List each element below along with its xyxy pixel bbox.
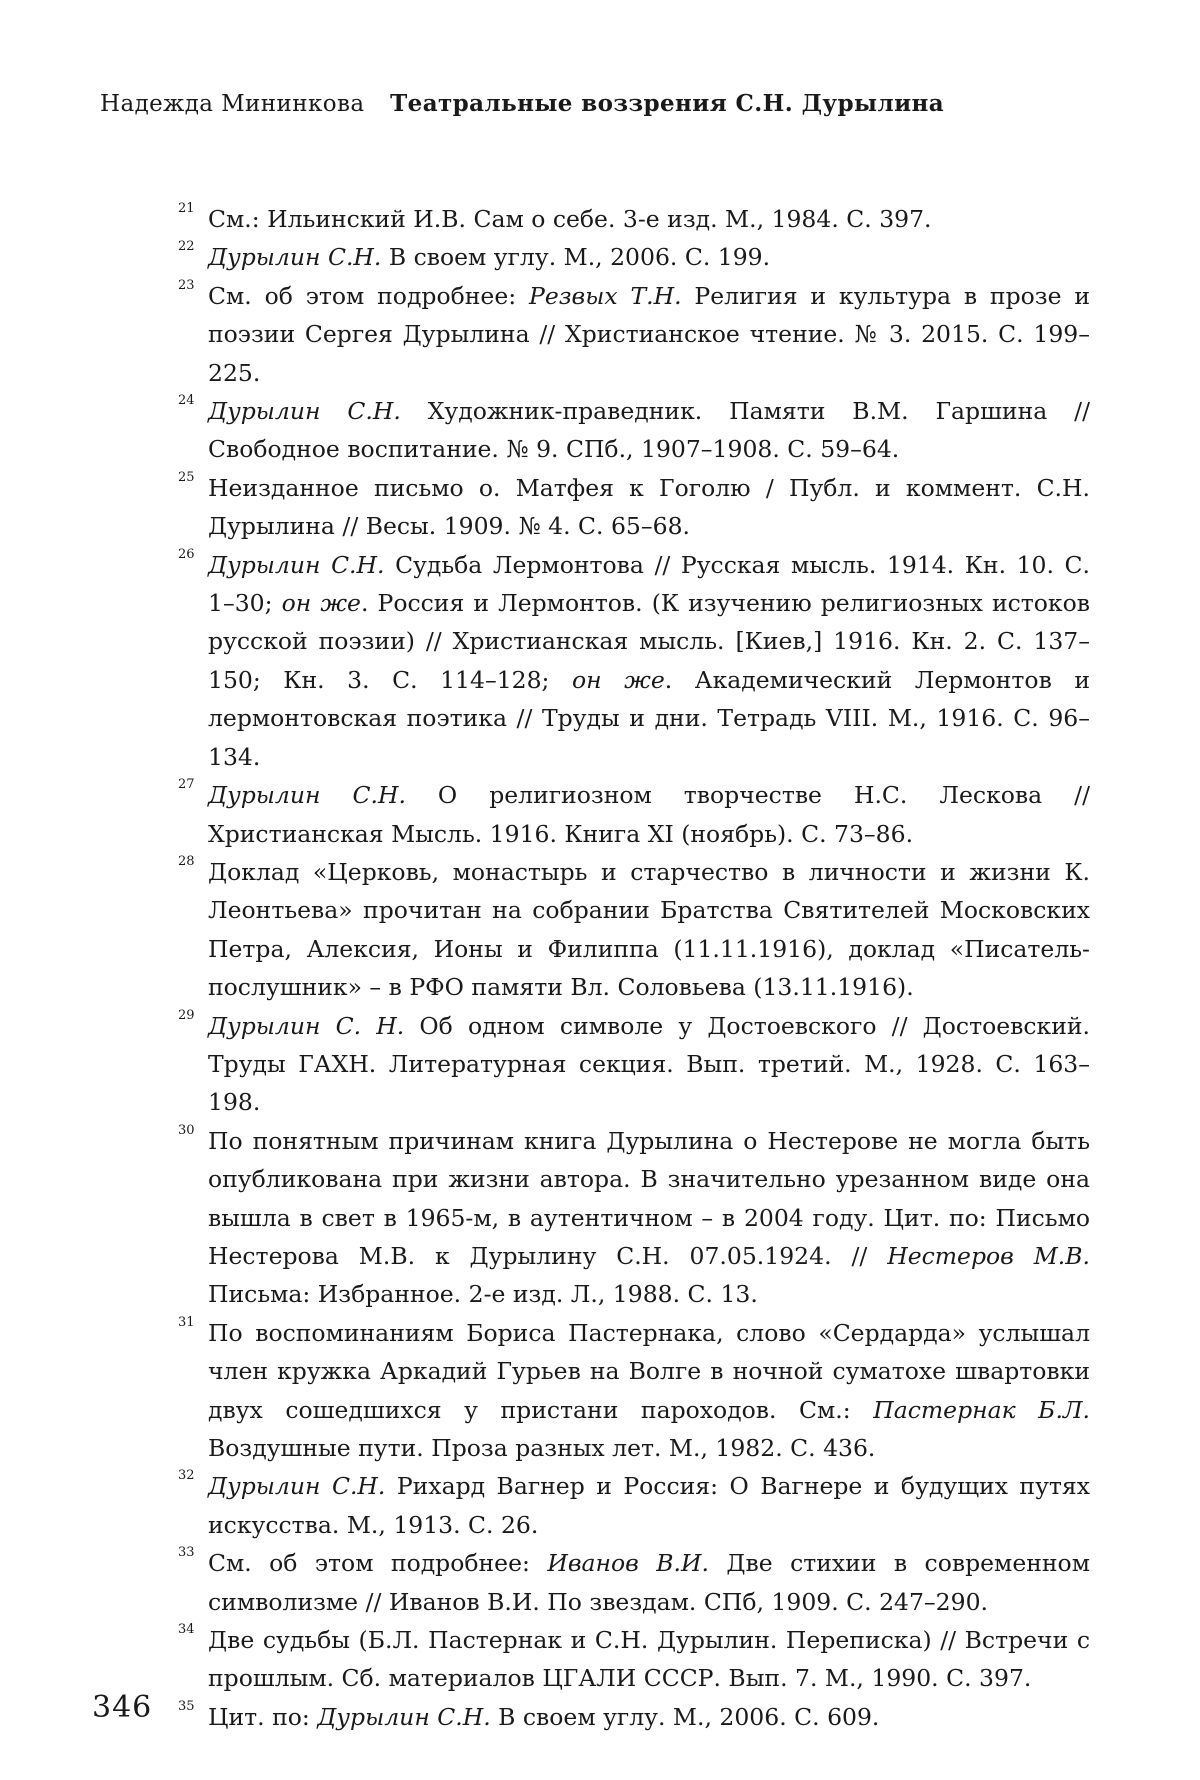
footnote-text bbox=[208, 1314, 1090, 1468]
footnote-number: 30 bbox=[178, 1112, 195, 1150]
footnote-text-italic: Дурылин С.Н. bbox=[208, 781, 406, 809]
footnote-text-italic: он же bbox=[572, 666, 665, 694]
footnote-30 bbox=[178, 1122, 1090, 1314]
footnote-text bbox=[208, 1698, 1090, 1736]
footnote-text-run: Рихард Вагнер и Россия: О Вагнере и будущих путях искусства. М., 1913. С. 26. bbox=[208, 1472, 1090, 1538]
footnote-text-run: . Академический Лермонтов и лермонтовская поэтика // Труды и дни. Тетрадь VIII. М., 1916. С. 96–134. bbox=[208, 666, 1090, 771]
footnote-text-italic: Дурылин С.Н. bbox=[208, 397, 401, 425]
footnote-text bbox=[208, 853, 1090, 1007]
footnote-text-run: См.: Ильинский И.В. Сам о себе. 3-е изд. М., 1984. С. 397. bbox=[208, 205, 932, 233]
footnote-text bbox=[208, 1621, 1090, 1698]
footnote-29 bbox=[178, 1007, 1090, 1122]
page-number: 346 bbox=[92, 1690, 152, 1725]
footnote-text-run: Судьба Лермонтова // Русская мысль. 1914. Кн. 10. С. 1–30; bbox=[208, 551, 1090, 617]
footnote-number: 35 bbox=[178, 1688, 195, 1726]
footnote-text-run: Воздушные пути. Проза разных лет. М., 1982. С. 436. bbox=[208, 1434, 875, 1462]
footnote-text bbox=[208, 238, 1090, 276]
footnote-number: 25 bbox=[178, 459, 195, 497]
running-head-title: Театральные воззрения С.Н. Дурылина bbox=[390, 90, 944, 117]
footnote-text-italic: Иванов В.И. bbox=[547, 1549, 709, 1577]
footnote-text bbox=[208, 1007, 1090, 1122]
footnote-text bbox=[208, 1467, 1090, 1544]
footnote-21 bbox=[178, 200, 1090, 238]
footnote-number: 29 bbox=[178, 997, 195, 1035]
footnote-text-run: По понятным причинам книга Дурылина о Нестерове не могла быть опубликована при жизни автора. В значительно урезанном виде она вышла в свет в 1965-м, в аутентичном – в 2004 году. Цит. по: Письмо Нестерова М.В. к Дурылину С.Н. 07.05.1924. // bbox=[208, 1127, 1090, 1270]
footnote-text-run: Религия и культура в прозе и поэзии Сергея Дурылина // Христианское чтение. № 3. 2015. С. 199–225. bbox=[208, 282, 1090, 387]
footnote-number: 28 bbox=[178, 843, 195, 881]
footnote-text bbox=[208, 469, 1090, 546]
footnote-number: 21 bbox=[178, 190, 195, 228]
footnote-text bbox=[208, 776, 1090, 853]
footnote-text-run: В своем углу. М., 2006. С. 609. bbox=[491, 1703, 880, 1731]
footnote-text-italic: Пастернак Б.Л. bbox=[873, 1396, 1090, 1424]
footnotes-list bbox=[178, 200, 1090, 1736]
footnote-text-italic: он же bbox=[282, 589, 361, 617]
footnote-text-run: Цит. по: bbox=[208, 1703, 317, 1731]
footnote-23 bbox=[178, 277, 1090, 392]
footnote-number: 32 bbox=[178, 1457, 195, 1495]
footnote-text-run: Художник-праведник. Памяти В.М. Гаршина // Свободное воспитание. № 9. СПб., 1907–1908. С. 59–64. bbox=[208, 397, 1090, 463]
book-page bbox=[0, 0, 1200, 1780]
footnote-text-italic: Дурылин С.Н. bbox=[208, 1472, 385, 1500]
footnote-34 bbox=[178, 1621, 1090, 1698]
footnote-text-run: Письма: Избранное. 2-е изд. Л., 1988. С. 13. bbox=[208, 1280, 758, 1308]
footnote-text-run: По воспоминаниям Бориса Пастернака, слово «Сердарда» услышал член кружка Аркадий Гурьев на Волге в ночной суматохе швартовки двух сошедшихся у пристани пароходов. См.: bbox=[208, 1319, 1090, 1424]
footnote-text-italic: Дурылин С.Н. bbox=[208, 551, 385, 579]
footnote-text-italic: Дурылин С.Н. bbox=[208, 243, 381, 271]
footnote-text-run: О религиозном творчестве Н.С. Лескова // Христианская Мысль. 1916. Книга XI (ноябрь). С. 73–86. bbox=[208, 781, 1090, 847]
footnote-number: 24 bbox=[178, 382, 195, 420]
footnote-number: 33 bbox=[178, 1534, 195, 1572]
footnote-text-run: Доклад «Церковь, монастырь и старчество в личности и жизни К. Леонтьева» прочитан на собрании Братства Святителей Московских Петра, Алексия, Ионы и Филиппа (11.11.1916), доклад «Писатель-послушник» – в РФО памяти Вл. Соловьева (13.11.1916). bbox=[208, 858, 1090, 1001]
footnote-26 bbox=[178, 546, 1090, 776]
footnote-31 bbox=[178, 1314, 1090, 1468]
footnote-number: 26 bbox=[178, 536, 195, 574]
footnote-text-run: Об одном символе у Достоевского // Достоевский. Труды ГАХН. Литературная секция. Вып. третий. М., 1928. С. 163–198. bbox=[208, 1012, 1090, 1117]
footnote-number: 34 bbox=[178, 1611, 195, 1649]
footnote-25 bbox=[178, 469, 1090, 546]
footnote-text bbox=[208, 200, 1090, 238]
footnote-text-italic: Дурылин С. Н. bbox=[208, 1012, 404, 1040]
footnote-number: 23 bbox=[178, 267, 195, 305]
footnote-28 bbox=[178, 853, 1090, 1007]
footnote-text bbox=[208, 546, 1090, 776]
footnote-35 bbox=[178, 1698, 1090, 1736]
running-head-author: Надежда Мининкова bbox=[100, 91, 364, 117]
footnote-text bbox=[208, 1122, 1090, 1314]
footnote-text-run: В своем углу. М., 2006. С. 199. bbox=[381, 243, 770, 271]
footnote-22 bbox=[178, 238, 1090, 276]
footnote-text-italic: Нестеров М.В. bbox=[887, 1242, 1090, 1270]
footnote-text bbox=[208, 392, 1090, 469]
footnote-text-run: Неизданное письмо о. Матфея к Гоголю / Публ. и коммент. С.Н. Дурылина // Весы. 1909. № 4. С. 65–68. bbox=[208, 474, 1090, 540]
footnote-text-italic: Резвых Т.Н. bbox=[529, 282, 682, 310]
footnote-27 bbox=[178, 776, 1090, 853]
footnote-text-run: См. об этом подробнее: bbox=[208, 1549, 547, 1577]
footnote-32 bbox=[178, 1467, 1090, 1544]
footnote-33 bbox=[178, 1544, 1090, 1621]
footnote-number: 27 bbox=[178, 766, 195, 804]
footnote-text bbox=[208, 277, 1090, 392]
running-head bbox=[100, 90, 944, 117]
footnote-number: 22 bbox=[178, 228, 195, 266]
footnote-24 bbox=[178, 392, 1090, 469]
footnote-text-italic: Дурылин С.Н. bbox=[317, 1703, 490, 1731]
footnote-text-run: См. об этом подробнее: bbox=[208, 282, 529, 310]
footnote-text-run: Две стихии в современном символизме // Иванов В.И. По звездам. СПб, 1909. С. 247–290. bbox=[208, 1549, 1090, 1615]
footnote-text bbox=[208, 1544, 1090, 1621]
footnote-number: 31 bbox=[178, 1304, 195, 1342]
footnote-text-run: . Россия и Лермонтов. (К изучению религиозных истоков русской поэзии) // Христианская мысль. [Киев,] 1916. Кн. 2. С. 137–150; Кн. 3. С. 114–128; bbox=[208, 589, 1090, 694]
footnote-text-run: Две судьбы (Б.Л. Пастернак и С.Н. Дурылин. Переписка) // Встречи с прошлым. Сб. материалов ЦГАЛИ СССР. Вып. 7. М., 1990. С. 397. bbox=[208, 1626, 1090, 1692]
